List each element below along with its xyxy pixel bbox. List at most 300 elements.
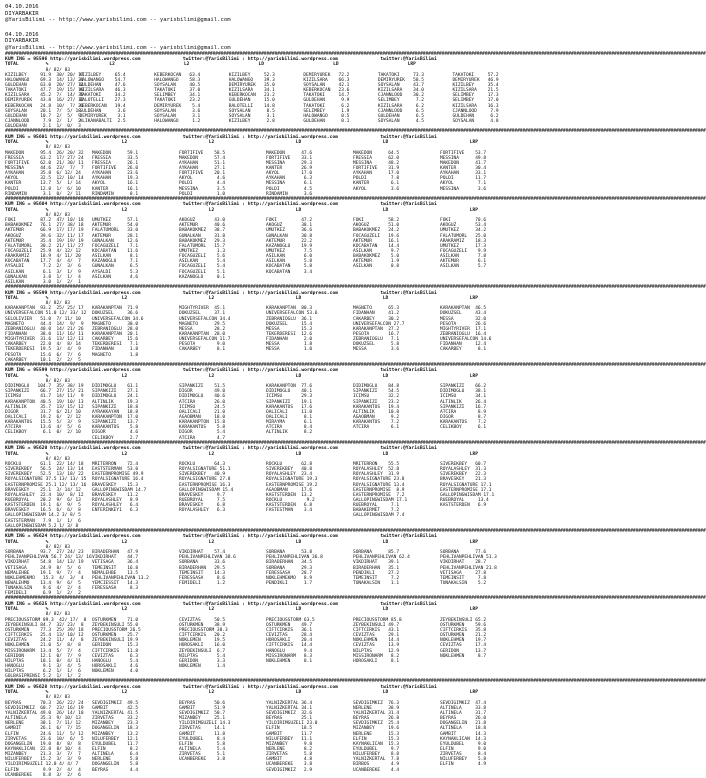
stat-row: FORTIFIVE 53.7 bbox=[440, 150, 489, 156]
stat-row: BEYRAS 70.3 26/ 22/ 24 bbox=[5, 700, 84, 706]
column-header: L2 bbox=[92, 451, 128, 457]
stat-row: MIZANBEY 19.6 bbox=[353, 726, 402, 732]
stat-row: MIGHTYRIVER 17.1 bbox=[440, 326, 489, 332]
column-header: TOTAL % bbox=[5, 207, 49, 213]
stat-row: ALTINELA 18.8 bbox=[440, 726, 489, 732]
header-date: 04.10.2016 bbox=[5, 4, 39, 10]
stat-row: SELIMBEY 17.0 bbox=[452, 98, 502, 104]
stat-row: SELOLIVIER 51.0 7/ 11/ 10 bbox=[5, 316, 81, 322]
stat-row: MIRAYMA 6.1 bbox=[266, 420, 315, 426]
stat-row: OSTURKMEN 77.3 25/ 39/ 18 bbox=[5, 627, 84, 633]
stat-row: FASTESTMAN 3.4 bbox=[266, 508, 315, 514]
stat-row: SEVDIGIMKIZ 32.6 bbox=[266, 710, 315, 716]
stat-row: MAGNETO 65.3 bbox=[353, 306, 402, 312]
stat-row: 8/ 82/ 83 bbox=[5, 378, 71, 384]
stat-row: HOROSAKLI 16.0 bbox=[179, 643, 228, 649]
stat-row: KAZANOGLU 7.1 bbox=[92, 259, 141, 265]
stat-row: MIZANBEY 21.3 3/ 7/ 7 bbox=[5, 752, 81, 758]
stat-row: KIZILSARA 46.3 bbox=[79, 88, 129, 94]
stat-column bbox=[353, 690, 437, 778]
stat-row: UMUTKEZ 1.3 bbox=[179, 249, 228, 254]
stat-row: BRAVESKEY 6.8 bbox=[179, 503, 228, 509]
stat-row: UMUTKEZ 7.5 bbox=[266, 249, 315, 254]
stat-row: MESSA 28.2 bbox=[179, 326, 228, 332]
column-header: LRP bbox=[440, 690, 478, 696]
stat-row: YALNIZKERTAL 34.1 bbox=[266, 705, 315, 711]
stat-row: CEVIZTAS 28.4 bbox=[266, 633, 315, 639]
stat-row: AKTEMUR 6.1 bbox=[440, 259, 489, 265]
stat-row: GALLOPINGWISDAM 5.2 1/ 3/ 8 bbox=[5, 523, 79, 529]
stat-row: AYKAHAN 19.3 bbox=[92, 176, 141, 182]
stat-row: YALNIZKERTAL 41.5 bbox=[92, 710, 141, 716]
stat-row: ASILKAN 4.6 bbox=[92, 274, 141, 280]
stat-row: UCANBEREKE 8.8 3/ 2/ 6 bbox=[5, 772, 81, 778]
stat-column bbox=[266, 374, 350, 441]
stat-column bbox=[378, 62, 450, 129]
stat-row: KOCABATAN 11.6 bbox=[92, 249, 141, 254]
column-header: L2 bbox=[179, 140, 215, 146]
section-separator: #################################################################################################################################################################################################################################################################### bbox=[5, 195, 706, 202]
stat-row: PRECIOUSSTORM 63.5 bbox=[266, 617, 318, 623]
stat-row: TUNAKALSIN 5.2 bbox=[440, 581, 489, 586]
stat-row: UMUTKEZ 36.6 bbox=[266, 228, 315, 234]
column-header: LD bbox=[353, 207, 389, 213]
stat-row: NOKLEHMEN 19.7 bbox=[440, 638, 489, 644]
stat-row: OSTURKMEN 25.7 bbox=[92, 633, 141, 639]
stat-row: ICIMSU 34.1 bbox=[440, 394, 489, 400]
stat-row: ROYALSIGNATURE 16.4 bbox=[92, 477, 147, 483]
stat-row: ROCKLU 64.3 bbox=[179, 461, 228, 467]
stat-row: SORBANA 53.8 bbox=[266, 550, 315, 556]
stat-row: ZEYBEKINSULI 55.0 bbox=[92, 622, 141, 628]
stat-row: AYSALDI 7.2 2/ 3/ 6 bbox=[5, 264, 81, 270]
stat-row: TEMEINSIT 16.8 bbox=[92, 565, 141, 571]
stat-row: CJANNLOOD 30.2 bbox=[377, 93, 427, 99]
stat-column bbox=[92, 374, 176, 441]
stat-row: POLDI 11.7 bbox=[440, 176, 489, 182]
stat-row: CJANNLOOD 6.5 bbox=[377, 108, 427, 114]
stat-row: NILUFERBEY 15.2 3/ 3/ 9 bbox=[5, 757, 81, 763]
stat-row: MRITERRON 55.5 bbox=[353, 461, 402, 467]
stat-row: NILUFERBEY 5.8 bbox=[440, 757, 489, 763]
stat-row: AKTEMUR 66.9 17/ 17/ 19 bbox=[5, 228, 84, 234]
stat-row: SELIMBEY 34.1 bbox=[154, 93, 203, 99]
stat-row: NILUFERBEY 8.8 bbox=[353, 752, 402, 758]
column-header: LRP bbox=[440, 539, 478, 545]
stat-row: UNIVERSEFALCON 14.6 bbox=[440, 337, 495, 343]
stat-row: KARAKANTOS 5.8 bbox=[92, 425, 141, 431]
stat-row: SIVEREKBEY 40.9 bbox=[179, 472, 228, 478]
stat-row: ASILKAN 6.0 bbox=[266, 254, 315, 260]
stat-row: AKYOL 7.1 bbox=[440, 181, 489, 187]
stat-row: OALICALI 11.0 bbox=[266, 409, 315, 415]
stat-row: DOKUZSEL 36.6 bbox=[92, 311, 141, 317]
stat-row: ICIMSU 24.5 bbox=[179, 404, 228, 410]
stat-row: NERLENE 8.2 bbox=[266, 747, 315, 752]
stat-row: FORTIFIVE 58.5 bbox=[179, 150, 228, 156]
stat-row: ROYALSIGNATURE 37.5 13/ 13/ 15 bbox=[5, 477, 87, 483]
stat-row: BEYRAS 26.0 bbox=[440, 716, 489, 722]
stat-row: OSTURKMEN 21.2 bbox=[440, 633, 489, 639]
stat-row: NILPTAS 12.9 bbox=[353, 648, 402, 654]
section-columns bbox=[5, 208, 524, 285]
stat-row: OALICALI 21.0 bbox=[179, 409, 228, 415]
stat-row: PESOTA 26.6 bbox=[440, 321, 489, 327]
stat-row: AKOGUZ 53.4 bbox=[440, 223, 489, 229]
stat-row: NOKLEMEN 1.4 bbox=[179, 664, 228, 669]
stat-row: 8/ 82/ 83 bbox=[5, 301, 71, 307]
stat-row: AKTEMUR 28.1 bbox=[92, 233, 141, 239]
stat-row: RINDAMIN 3.1 0/ 2/ 11 bbox=[5, 191, 81, 197]
stat-row: MAKEDON 57.4 bbox=[179, 155, 228, 161]
stat-row: MIGHTYRIVER 45.1 bbox=[179, 306, 228, 312]
stat-row: SOYSALAN 4.5 bbox=[377, 119, 427, 125]
stat-row: ASILKAN 5.4 bbox=[179, 259, 228, 265]
section-separator: #################################################################################################################################################################################################################################################################### bbox=[5, 50, 706, 57]
stat-row: MISSIRONARM 8.3 bbox=[266, 653, 315, 659]
stat-row: MIZANBEY 13.2 bbox=[92, 731, 141, 737]
stat-row: FOKI 70.6 bbox=[440, 218, 489, 224]
stat-row: VIKDIRHAT 44.7 bbox=[92, 555, 141, 561]
stat-row: MAKEDON 95.4 26/ 20/ 32 bbox=[5, 150, 84, 156]
stat-column bbox=[179, 374, 263, 441]
race-section bbox=[5, 678, 706, 778]
stat-row: SORBANA 93.7 27/ 24/ 23 bbox=[5, 550, 84, 556]
stat-row: AKTEMUR 22.2 bbox=[266, 238, 315, 244]
section-columns bbox=[5, 140, 524, 197]
stat-row: ZEYBEKINSULI 49.7 bbox=[353, 622, 402, 628]
stat-row: BRAVESKEY 21.3 bbox=[440, 477, 489, 483]
stat-row: PEHLIVANPEHLIVAN 56.7 24/ 13/ 16 bbox=[5, 555, 92, 561]
stat-row: CIFTCIRKIS 36.1 bbox=[266, 627, 315, 633]
stat-row: NILPTAS 10.1 0/ 4/ 11 bbox=[5, 658, 81, 664]
column-header: LD bbox=[266, 451, 302, 457]
stat-row: GULDEHAN 15.0 bbox=[228, 98, 278, 104]
stat-row: DEMIRYUREK 72.2 bbox=[303, 72, 353, 78]
stat-row: DIGOR 5.4 bbox=[179, 430, 228, 436]
column-header: LRP bbox=[440, 373, 478, 379]
stat-row: NOKLEHMEN 8.7 bbox=[440, 653, 489, 659]
stat-row: TAKATOKI 34.2 bbox=[79, 93, 129, 99]
stat-row: TAKATOKI 6.2 bbox=[303, 103, 353, 109]
stat-row: ZEYBEKINSULI 84.7 32/ 23/ 8 bbox=[5, 622, 84, 628]
stat-row: ARAKRAMIZ 18.3 bbox=[440, 238, 489, 244]
stat-row: BIRADERHAN 29.5 bbox=[179, 565, 228, 571]
column-header: LD bbox=[353, 607, 389, 613]
stat-row: FERESSASA 8.3 bbox=[92, 586, 141, 592]
stat-row: DIDIMOGLU 61.1 bbox=[92, 384, 141, 390]
stat-row: AYKAHAN 23.6 bbox=[92, 171, 141, 177]
column-header: LD bbox=[353, 690, 389, 696]
stat-row: MESSA 3.6 bbox=[353, 347, 402, 353]
stat-row: FOKI 58.2 bbox=[353, 218, 402, 224]
stat-column bbox=[440, 208, 524, 285]
stat-row: FALATUMORL 15.7 bbox=[179, 243, 228, 249]
stat-row: DIDIMOGLU 84.8 bbox=[353, 384, 402, 390]
stat-row: FOCAGUZELI 5.4 bbox=[179, 264, 228, 270]
stat-row: TEKERDERESI 7.1 bbox=[92, 342, 141, 348]
stat-row: BEYRAS 25.1 bbox=[266, 716, 315, 722]
stat-row: SORBANA 33.6 bbox=[179, 560, 228, 566]
stat-row: EASTERNPROMISE 7.2 bbox=[353, 492, 408, 498]
stat-row: NILPTAS 6.2 1/ 1/ 6 bbox=[5, 669, 81, 675]
stat-row: ASILKAN 9.7 bbox=[353, 249, 402, 254]
stat-row: FIDANHAN 2.0 bbox=[266, 337, 315, 343]
stat-row: BABAKERMET 7.2 bbox=[353, 508, 402, 514]
stat-row: ASILKAN 5.7 bbox=[440, 264, 489, 270]
stat-row: GULDEHAN 63.0 20/ 27/ 14 bbox=[5, 83, 84, 88]
stat-row: MESSINA 6.1 bbox=[266, 181, 315, 187]
stat-row: ZEBRANIOGLU 16.4 bbox=[440, 332, 489, 337]
stat-row: MESSA 32.0 bbox=[440, 316, 489, 322]
stat-row: KARAKANPTAN 20.1 bbox=[92, 332, 141, 337]
stat-row: ROYALASHLEY 8.9 bbox=[92, 498, 141, 503]
stat-row: SIPANKIZI 13.7 bbox=[92, 420, 141, 426]
stat-row: PESOTA 9.0 bbox=[179, 342, 228, 348]
stat-row: BIRADERHAN 47.9 bbox=[92, 550, 141, 556]
section-columns bbox=[5, 374, 524, 441]
stat-row: NILUFERBEY 12.1 bbox=[92, 736, 141, 742]
stat-row: CEVIZTAS 17.4 bbox=[440, 643, 489, 649]
stat-row: CAKARBEY 10.1 2/ 2/ 5 bbox=[5, 357, 81, 363]
stat-row: ASILKAN 3.0 1/ 2/ 1 bbox=[5, 279, 81, 285]
stat-row: SIVEREKBEY 22.3 bbox=[440, 472, 489, 478]
column-header: LD bbox=[266, 607, 302, 613]
column-header: LRP bbox=[377, 62, 416, 68]
stat-row: NOKLEHMEKMO 8.9 bbox=[266, 575, 315, 581]
stat-row: ROYALASHLEY 31.9 bbox=[353, 472, 402, 478]
section-columns bbox=[5, 62, 524, 129]
stat-row: TAKATOKI 23.2 bbox=[154, 98, 203, 104]
section-separator: #################################################################################################################################################################################################################################################################### bbox=[5, 527, 706, 534]
column-header: LD bbox=[353, 373, 389, 379]
column-header: LD bbox=[353, 539, 389, 545]
stat-row: DOKUZSEL 15.4 bbox=[266, 321, 315, 327]
stat-row: ATCIRA 8.4 bbox=[266, 425, 315, 431]
stat-row: NILUFERBEY 11.1 bbox=[266, 736, 315, 742]
stat-row: FIDANHAN 38.0 11/ 16/ 11 bbox=[5, 332, 84, 337]
stat-row: EYULDUBEL 11.7 bbox=[92, 741, 141, 747]
stat-row: EASTERNPROMISE 49.9 bbox=[92, 472, 147, 478]
column-header: L2 bbox=[92, 207, 128, 213]
stat-row: SORBANA 29.3 bbox=[266, 565, 315, 571]
stat-row: NERLENE 15.3 bbox=[353, 731, 402, 737]
stat-row: AKYOL 32.5 12/ 10/ 14 bbox=[5, 176, 84, 182]
header-contact: @YarisBilimi -- http://www.yarisbilimi.com -- yarisbilimi@gmail.com bbox=[5, 17, 231, 24]
stat-row: MAGNETO 1.8 bbox=[92, 352, 141, 358]
stat-row: KEBERKOCAN 23.6 bbox=[303, 88, 353, 94]
stat-row: HALOWANGO 39.3 bbox=[228, 77, 278, 83]
stat-row: ASILKAN 5.8 bbox=[266, 259, 315, 265]
race-section bbox=[5, 50, 706, 130]
stat-row: KARAKANTOS 7.2 bbox=[440, 420, 489, 426]
stat-row: BEYRAS 26.8 bbox=[353, 716, 402, 722]
stat-row: DIGOR 49.0 bbox=[179, 389, 228, 395]
stat-row: MESSINA 3.6 bbox=[440, 186, 489, 192]
stat-column bbox=[179, 296, 263, 363]
race-section bbox=[5, 527, 706, 597]
column-header: L2 bbox=[79, 62, 115, 68]
stat-row: FOCAGUZELI 5.1 bbox=[179, 269, 228, 275]
stat-row: FRESSIA 26.1 bbox=[92, 160, 141, 166]
column-header: TOTAL % bbox=[5, 607, 49, 613]
stat-row: EASTERNPROMISE 25.1 12/ 13/ 16 bbox=[5, 482, 87, 488]
stat-column bbox=[92, 607, 176, 679]
stat-row: BRAVESKEY 25.1 3/ 14/ 12 bbox=[5, 487, 81, 493]
stat-row: OSTURKMEN 49.7 bbox=[266, 622, 315, 628]
stat-row: UCANBEREKE 4.4 bbox=[353, 767, 402, 773]
stat-column bbox=[353, 140, 437, 197]
stat-row: KIZILSARA 45.2 7/ 14/ 30 bbox=[5, 93, 84, 99]
column-header: L2 bbox=[92, 690, 128, 696]
stat-row: ALTINELA 5.4 bbox=[179, 747, 228, 752]
stat-row: UNIVERSEFALCON 34.6 bbox=[92, 316, 147, 322]
stat-row: YALNIZKERTAL 49.0 26/ 14/ 10 bbox=[5, 710, 84, 716]
column-header: LRP bbox=[440, 140, 478, 146]
stat-row: ATCIRA 13.6 4/ 5/ 6 bbox=[5, 425, 81, 431]
stat-row: BEYRAS 4.4 bbox=[92, 767, 141, 773]
stat-row: SIPANKIZI 18.8 bbox=[92, 404, 141, 410]
stat-row: SOYSALAN 20.1 7/ 5/ 18 bbox=[5, 108, 81, 114]
stat-row: DEMIRYUREK 46.9 bbox=[452, 77, 502, 83]
stat-row: HOROSAKLI 4.6 bbox=[92, 664, 141, 669]
stat-row: ASILKAN 7.8 bbox=[440, 254, 489, 260]
stat-row: KOCABATAN 5.8 bbox=[266, 264, 315, 270]
stat-row: SIPANKIZI 27.1 bbox=[92, 389, 141, 395]
stat-row: DEMIRYUREK 3.1 bbox=[79, 113, 129, 119]
stat-column bbox=[266, 140, 350, 197]
stat-row: FERESSASA 28.7 bbox=[266, 570, 315, 576]
stat-row: AYKAHAN 6.3 bbox=[266, 176, 315, 182]
column-header: LD bbox=[266, 207, 302, 213]
stat-row: 8/ 82/ 83 bbox=[5, 212, 71, 218]
spacer bbox=[5, 24, 524, 32]
stat-row: GALLOPINGWISDAM 14.7 bbox=[92, 487, 149, 493]
section-title: KUM ING = 95604 http://yarisbilimi.wordpress.com twitter:@YarisBilimi : http://yarisbilimi.wordpress.com twitter:@YarisBilimi bbox=[5, 202, 437, 208]
stat-row: UMUTKEZ 34.2 bbox=[440, 228, 489, 234]
stat-row: PENDIKLI 1.7 bbox=[266, 581, 315, 586]
stat-column bbox=[179, 452, 263, 529]
stat-row: UNIVERSEFALCON 27.7 bbox=[353, 321, 408, 327]
stat-column bbox=[179, 208, 263, 285]
stat-row: TAKATOKI 14.7 bbox=[303, 93, 353, 99]
column-header: TOTAL % bbox=[5, 62, 49, 68]
stat-row: KASTSTERDEN 13.2 bbox=[266, 492, 315, 498]
stat-row: FRESSIA 62.0 bbox=[353, 155, 402, 161]
stat-row: ROYALASHLEY 52.8 bbox=[353, 467, 402, 473]
column-header: LRP bbox=[440, 607, 478, 613]
stat-row: GULDEHAN 47.6 bbox=[79, 83, 129, 88]
stat-row: FALATUMORL 25.0 bbox=[440, 233, 489, 239]
stat-row: NOKLEHMEN 14.4 bbox=[353, 638, 402, 644]
stat-column bbox=[353, 452, 437, 529]
stat-row: DIDIMOGLU 104.7 35/ 38/ 19 bbox=[5, 384, 84, 390]
stat-row: VETISAGA 36.4 bbox=[92, 560, 141, 566]
stat-column bbox=[440, 452, 524, 529]
stat-row: DEMIRYUREK 35.0 bbox=[228, 83, 278, 88]
stat-row: SORBANA 85.7 bbox=[353, 550, 402, 556]
stat-row: 8/ 82/ 83 bbox=[5, 544, 71, 550]
stat-row: FALATUMORL 33.0 bbox=[92, 228, 141, 234]
stat-row: ALTINELA 33.8 bbox=[440, 705, 489, 711]
stat-row: KARAKANPTAN 93.2 25/ 25/ 17 bbox=[5, 306, 84, 312]
stat-column bbox=[92, 540, 176, 597]
stat-column bbox=[5, 296, 89, 363]
stat-row: EYULDUBEL 9.7 bbox=[353, 747, 402, 752]
stat-row: GULDEHAN 6.2 bbox=[452, 113, 502, 119]
stat-row: AGAOBMAN 9.2 bbox=[353, 415, 402, 420]
stat-row: PEHLIVANPEHLIVAN 38.6 bbox=[179, 555, 239, 561]
stat-row: KIZILSARA 66.3 bbox=[303, 77, 353, 83]
stat-row: EASTERNPROMISE 17.1 bbox=[440, 487, 495, 493]
stat-row: NEMALEHBE 13.5 bbox=[92, 570, 141, 576]
stat-row: ALTINLIK 10.8 bbox=[353, 409, 402, 415]
stat-row: PEHLIVANPEHLIVAN 21.8 bbox=[440, 565, 500, 571]
stat-row: ZEBRANIOGLU 7.1 bbox=[353, 337, 402, 343]
stat-row: NERLENE 5.8 bbox=[92, 757, 141, 763]
stat-row: MAKEDON 41.7 bbox=[440, 160, 489, 166]
stat-row: BABAKOKMEZ 5.0 bbox=[353, 254, 402, 260]
stat-row: ALTINLIK 8.2 bbox=[266, 430, 315, 436]
stat-row: VETISAGA 24.9 8/ 5/ 6 bbox=[5, 565, 81, 571]
stat-row: TAKATOKI 47.7 19/ 15/ 10 bbox=[5, 88, 84, 94]
stat-row: KANTER 30.4 bbox=[440, 166, 489, 171]
stat-row: SIPANKIZI 19.1 bbox=[266, 399, 315, 405]
stat-row: KARAKANPTON 15.8 bbox=[179, 420, 228, 426]
stat-row: DIDIMOGLU 24.1 bbox=[92, 394, 141, 400]
column-header: LRP bbox=[440, 451, 478, 457]
stat-row: ELFIN 18.5 bbox=[266, 726, 315, 732]
stat-row: FRESSIA 33.5 bbox=[92, 155, 141, 161]
stat-row: DIGOR 4.6 bbox=[92, 430, 141, 436]
stat-row: ICIMSU 29.3 bbox=[266, 394, 315, 400]
section-columns bbox=[5, 607, 524, 679]
stat-row: EYULDUBEL 8.4 bbox=[179, 736, 228, 742]
stat-row: KASTSTERDEN 6.8 bbox=[266, 503, 315, 509]
stat-row: KARAKANPTON 77.6 bbox=[266, 384, 315, 390]
stat-row: NOKLEHMEKMO 15.3 4/ 3/ 4 bbox=[5, 575, 84, 581]
stat-row: TAKATOKI 37.0 bbox=[154, 88, 203, 94]
stat-row: AKTEMUR 16.1 bbox=[353, 238, 402, 244]
stat-row: GULDEHAN 2.1 1/ 0/ 3 bbox=[5, 124, 81, 130]
stat-row: PRECIOUSSTORM 26.5 bbox=[92, 627, 144, 633]
stat-row: 8/ 82/ 83 bbox=[5, 695, 71, 701]
stat-row: UNIVERSEFALCON 51.0 12/ 33/ 12 bbox=[5, 311, 87, 317]
stat-row: RUEBROYAL 13.4 bbox=[440, 498, 492, 503]
stat-row: BIRADERHAN 35.1 bbox=[353, 565, 402, 571]
stat-row: SEVDIGIMKIZ 2.9 bbox=[266, 767, 315, 773]
stat-row: CAKARBEY 8.1 bbox=[179, 347, 228, 353]
stat-row: DOGANGELIN 19.0 8/ 8/ 8 bbox=[5, 741, 81, 747]
section-title: KUM ING = 95620 http://yarisbilimi.wordpress.com twitter:@YarisBilimi : http://yarisbilimi.wordpress.com twitter:@YarisBilimi bbox=[5, 446, 437, 452]
stat-row: ROCKLU 61.1 22/ 14/ 18 bbox=[5, 461, 84, 467]
stat-row: ICIMSU 41.7 14/ 11/ 9 bbox=[5, 394, 84, 400]
column-header: L2 bbox=[92, 373, 128, 379]
section-separator: #################################################################################################################################################################################################################################################################### bbox=[5, 439, 706, 446]
stat-row: FOCAGUZELI 19.6 bbox=[353, 233, 402, 239]
stat-row: FIDANHAN 41.2 bbox=[353, 311, 402, 317]
stat-row: BRAVESKEY 11.2 bbox=[92, 492, 141, 498]
stat-row: BABAKOKMEZ 29.3 bbox=[179, 238, 228, 244]
stat-row: ATCIRA 6.1 bbox=[353, 425, 402, 431]
stat-row: AYKAHAN 51.1 bbox=[179, 160, 228, 166]
stat-row: AKTEMUR 35.4 19/ 19/ 19 bbox=[5, 238, 84, 244]
stat-row: KIZILBEY 35.4 bbox=[452, 83, 502, 88]
stat-column bbox=[92, 208, 176, 285]
stat-column bbox=[452, 62, 524, 129]
stat-row: AKOGUZ 38.1 bbox=[266, 223, 315, 229]
stat-row: CIFTCIRKIS 14.4 bbox=[266, 643, 315, 649]
